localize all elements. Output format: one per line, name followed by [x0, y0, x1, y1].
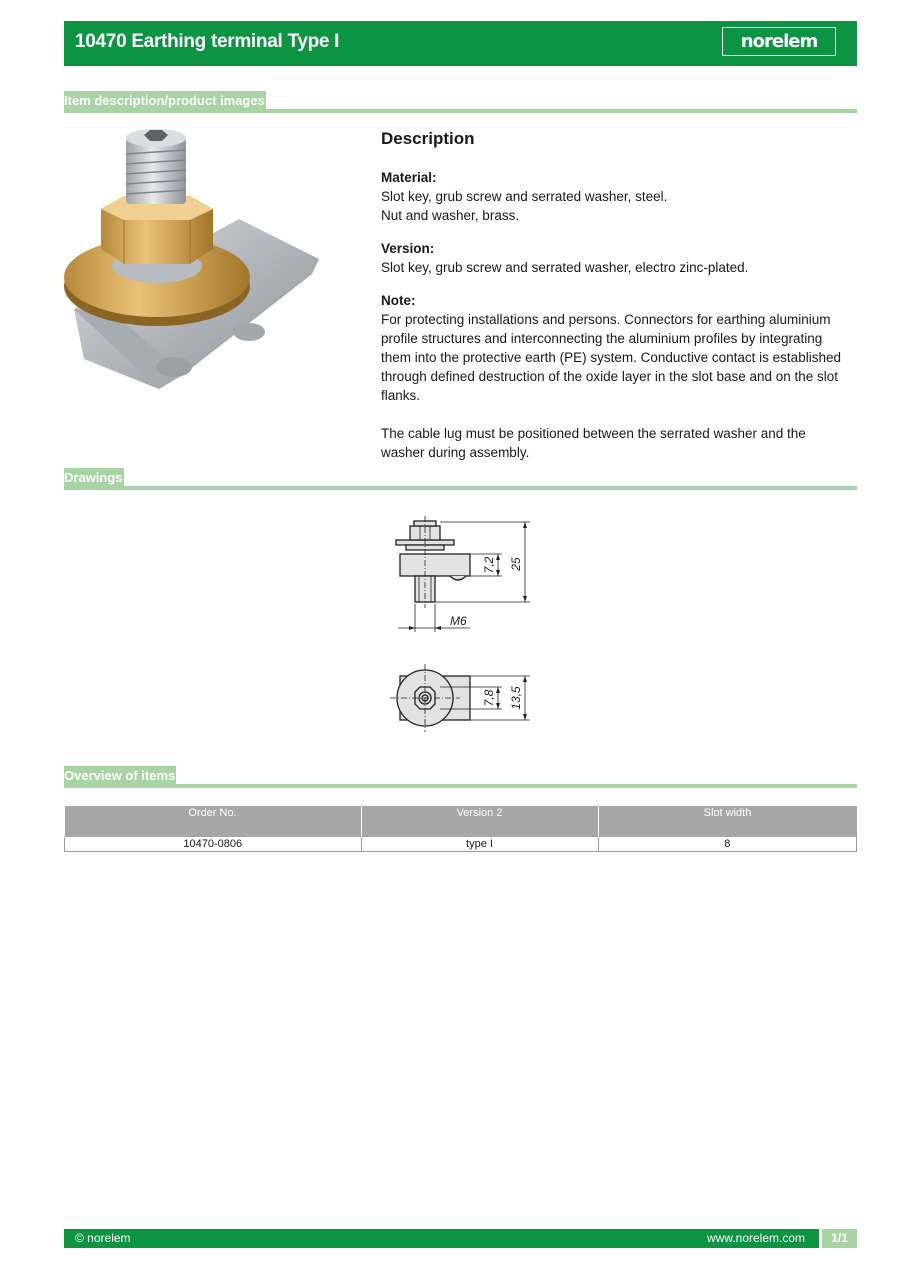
page-title: 10470 Earthing terminal Type I: [75, 31, 340, 52]
cell-slot-width: 8: [598, 837, 857, 852]
note-text-assembly: The cable lug must be positioned between the serrated washer and the washer during assembly.: [381, 426, 806, 460]
cell-order-no: 10470-0806: [65, 837, 362, 852]
page-footer: [64, 1229, 857, 1248]
section-drawings: [64, 468, 857, 490]
section-label: Item description/product images: [64, 91, 266, 111]
version-label: Version:: [381, 241, 435, 256]
page-header: [64, 21, 857, 66]
footer-url-link[interactable]: www.norelem.com: [706, 1231, 805, 1245]
column-header-order-no: Order No.: [65, 806, 362, 837]
description-block: [381, 128, 851, 476]
dim-thread: M6: [450, 614, 467, 628]
note-text: For protecting installations and persons. Connectors for earthing aluminium profile structures and interconnecting the aluminium profiles by integrating them into the protective earth (PE) system. Conductive contact is established through defined destruction of the oxide layer in the slot base and on the slot flanks.: [381, 312, 841, 403]
section-divider: [64, 109, 857, 113]
material-block: [381, 168, 851, 225]
dim-height-small: 7,2: [482, 556, 496, 574]
norelem-logo: [722, 27, 836, 56]
section-overview: [64, 766, 857, 788]
dim-width-small: 7,8: [482, 689, 496, 707]
section-divider: [64, 784, 857, 788]
version-text: Slot key, grub screw and serrated washer, electro zinc-plated.: [381, 260, 749, 275]
section-label: Overview of items: [64, 766, 176, 786]
cell-version: type I: [361, 837, 598, 852]
note-label: Note:: [381, 293, 416, 308]
technical-drawing: [380, 512, 540, 742]
material-line: Nut and washer, brass.: [381, 208, 520, 223]
dim-width-total: 13,5: [509, 686, 523, 710]
section-item-description: [64, 91, 857, 113]
material-label: Material:: [381, 170, 437, 185]
items-table: [64, 806, 857, 852]
table-header-row: [65, 806, 857, 837]
page-number: 1/1: [819, 1229, 857, 1248]
note-block: [381, 291, 851, 462]
table-row[interactable]: [65, 837, 857, 852]
version-block: [381, 239, 851, 277]
description-heading: Description: [381, 129, 475, 148]
section-label: Drawings: [64, 468, 124, 488]
material-line: Slot key, grub screw and serrated washer, steel.: [381, 189, 668, 204]
column-header-version: Version 2: [361, 806, 598, 837]
footer-copyright: © norelem: [75, 1231, 131, 1245]
dim-height-total: 25: [509, 557, 523, 571]
logo-text: norelem: [740, 30, 818, 52]
column-header-slot-width: Slot width: [598, 806, 857, 837]
section-divider: [64, 486, 857, 490]
product-image: [64, 124, 326, 396]
